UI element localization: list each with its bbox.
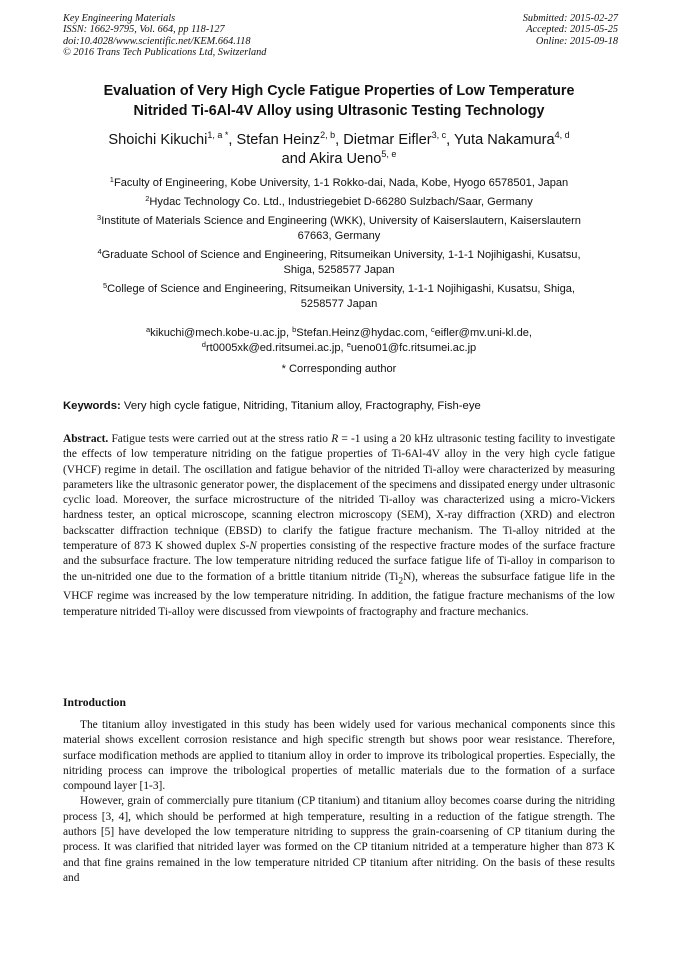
keywords-label: Keywords: xyxy=(63,400,121,412)
author-marker: 2, b xyxy=(320,130,336,140)
author-name: and Akira Ueno xyxy=(281,151,382,167)
email-link[interactable]: ueno01@fc.ritsumei.ac.jp xyxy=(350,341,477,354)
author-list xyxy=(50,131,628,169)
journal-doi: doi:10.4028/www.scientific.net/KEM.664.118 xyxy=(63,35,251,47)
affiliation xyxy=(60,176,618,191)
publication-dates xyxy=(523,13,618,47)
abstract xyxy=(63,432,615,620)
email-marker: e xyxy=(346,339,351,349)
author-name: Stefan Heinz xyxy=(236,132,321,148)
submitted-date: Submitted: 2015-02-27 xyxy=(522,13,618,24)
affiliation-list xyxy=(60,176,618,316)
affiliation-text: 67663, Germany xyxy=(297,229,381,242)
abstract-text: Fatigue tests were carried out at the stress ratio xyxy=(111,433,332,445)
affiliation-text: 5258577 Japan xyxy=(300,297,378,310)
email-marker: b xyxy=(292,325,297,334)
author-name: Dietmar Eifler xyxy=(343,132,432,148)
email-link[interactable]: Stefan.Heinz@hydac.com, xyxy=(296,327,431,339)
journal-name: Key Engineering Materials xyxy=(63,13,176,24)
abstract-subscript: 2 xyxy=(398,575,404,586)
author-marker: 3, c xyxy=(431,130,447,140)
affiliation-number: 3 xyxy=(97,213,102,223)
affiliation-text: Institute of Materials Science and Engineering (WKK), University of Kaiserslautern, Kaiserslautern xyxy=(101,215,581,228)
journal-info xyxy=(63,13,266,59)
paragraph: However, grain of commercially pure titanium (CP titanium) and titanium alloy becomes coarse during the nitriding process [3, 4], which should be performed at high temperature, resulting in a reduction of the fatigue strength. The authors [5] have developed the low temperature nitriding to suppress the grain-coarsening of CP titanium during the process. It was clarified that nitrided layer was formed on the CP titanium nitrided at a temperature higher than 873 K and that fine grains remained in the low temperature nitrided CP titanium after nitriding. On the basis of these results and xyxy=(63,795,615,884)
email-link[interactable]: kikuchi@mech.kobe-u.ac.jp, xyxy=(150,327,293,339)
author-line-2 xyxy=(50,150,628,169)
title-line-1: Evaluation of Very High Cycle Fatigue Properties of Low Temperature xyxy=(103,83,575,99)
email-marker: d xyxy=(201,339,206,349)
email-marker: a xyxy=(145,325,151,334)
email-link[interactable]: rt0005xk@ed.ritsumei.ac.jp, xyxy=(205,341,347,354)
affiliation-text: College of Science and Engineering, Ritsumeikan University, 1-1-1 Nojihigashi, Kusatsu, Shiga, xyxy=(107,282,575,295)
online-date: Online: 2015-09-18 xyxy=(535,35,618,47)
abstract-text: = -1 using a 20 kHz ultrasonic testing facility to investigate the effects of low temperature nitriding on the fatigue properties of Ti-6Al-4V alloy in the very high cycle fatigue (VHCF) regime in detail. The oscillation and fatigue behavior of the nitrided Ti-alloy were characterized by measuring parameters like the ultrasonic generator power, the displacement of the specimens and dissipated energy under ultrasonic cyclic load. Moreover, the surface microstructure of the nitrided Ti-alloy was characterized using a micro-Vickers hardness tester, an optical microscope, scanning electron microscopy (SEM), X-ray diffraction (XRD) and electron backscatter diffraction technique (EBSD) to clarify the fatigue fracture mechanism. The Ti-alloy nitrided at the temperature of 873 K showed duplex xyxy=(63,433,615,553)
email-marker: c xyxy=(430,325,435,334)
introduction-body xyxy=(63,718,615,886)
author-separator: , xyxy=(446,132,454,148)
email-list xyxy=(60,326,618,355)
author-marker: 5, e xyxy=(381,149,397,159)
affiliation-text: Graduate School of Science and Engineering, Ritsumeikan University, 1-1-1 Nojihigashi, Kusatsu, xyxy=(101,249,581,262)
abstract-symbol: R xyxy=(331,433,339,445)
author-separator: , xyxy=(228,132,237,148)
abstract-text: properties consisting of the respective fracture modes of the surface fracture and the subsurface fracture. The low temperature nitriding reduced the surface fatigue life of Ti-alloy in comparison to the un-nitrided one due to the formation of a brittle titanium nitride (Ti xyxy=(63,540,616,583)
author-separator: , xyxy=(335,132,344,148)
affiliation xyxy=(60,214,618,243)
affiliation xyxy=(60,195,618,210)
title-line-2: Nitrided Ti-6Al-4V Alloy using Ultrasonic Testing Technology xyxy=(133,103,545,119)
affiliation-number: 1 xyxy=(109,175,114,184)
abstract-label: Abstract. xyxy=(63,433,109,445)
keywords-text: Very high cycle fatigue, Nitriding, Titanium alloy, Fractography, Fish-eye xyxy=(123,400,481,412)
paper-title xyxy=(50,81,628,121)
affiliation xyxy=(60,248,618,277)
email-line-1 xyxy=(60,326,618,341)
abstract-text: N), whereas the subsurface fatigue life in the VHCF regime was increased by the low temperature nitriding. In addition, the fatigue fracture mechanisms of the low temperature nitrided Ti-alloy were discussed from viewpoints of fractography and fracture mechanics. xyxy=(63,570,615,618)
author-name: Shoichi Kikuchi xyxy=(108,132,208,148)
paragraph: The titanium alloy investigated in this study has been widely used for various mechanical components since this material shows excellent corrosion resistance and high specific strength but shows poor wear resistance. Therefore, surface modification methods are applied to titanium alloy in order to improve its tribological properties. Especially, the nitriding process can improve the tribological properties of metallic materials due to the formation of a surface compound layer [1-3]. xyxy=(63,719,615,793)
email-link[interactable]: eifler@mv.uni-kl.de, xyxy=(434,327,533,339)
affiliation-text: Shiga, 5258577 Japan xyxy=(283,263,395,276)
accepted-date: Accepted: 2015-05-25 xyxy=(526,24,618,36)
abstract-symbol: S-N xyxy=(239,540,257,553)
affiliation-number: 2 xyxy=(145,194,150,204)
email-line-2 xyxy=(60,341,618,356)
author-marker: 1, a * xyxy=(207,130,229,140)
journal-copyright: © 2016 Trans Tech Publications Ltd, Switzerland xyxy=(63,47,267,59)
keywords xyxy=(63,399,619,413)
affiliation-text: Hydac Technology Co. Ltd., Industriegebiet D-66280 Sulzbach/Saar, Germany xyxy=(149,196,533,209)
author-name: Yuta Nakamura xyxy=(453,132,555,148)
affiliation-number: 4 xyxy=(97,247,102,257)
corresponding-author-note: * Corresponding author xyxy=(281,363,397,375)
author-marker: 4, d xyxy=(554,130,570,140)
author-line-1 xyxy=(50,131,628,150)
affiliation xyxy=(60,282,618,311)
affiliation-number: 5 xyxy=(103,280,108,290)
journal-issn: ISSN: 1662-9795, Vol. 664, pp 118-127 xyxy=(63,24,225,36)
section-heading: Introduction xyxy=(63,696,126,709)
affiliation-text: Faculty of Engineering, Kobe University, 1-1 Rokko-dai, Nada, Kobe, Hyogo 6578501, Japan xyxy=(113,177,569,189)
